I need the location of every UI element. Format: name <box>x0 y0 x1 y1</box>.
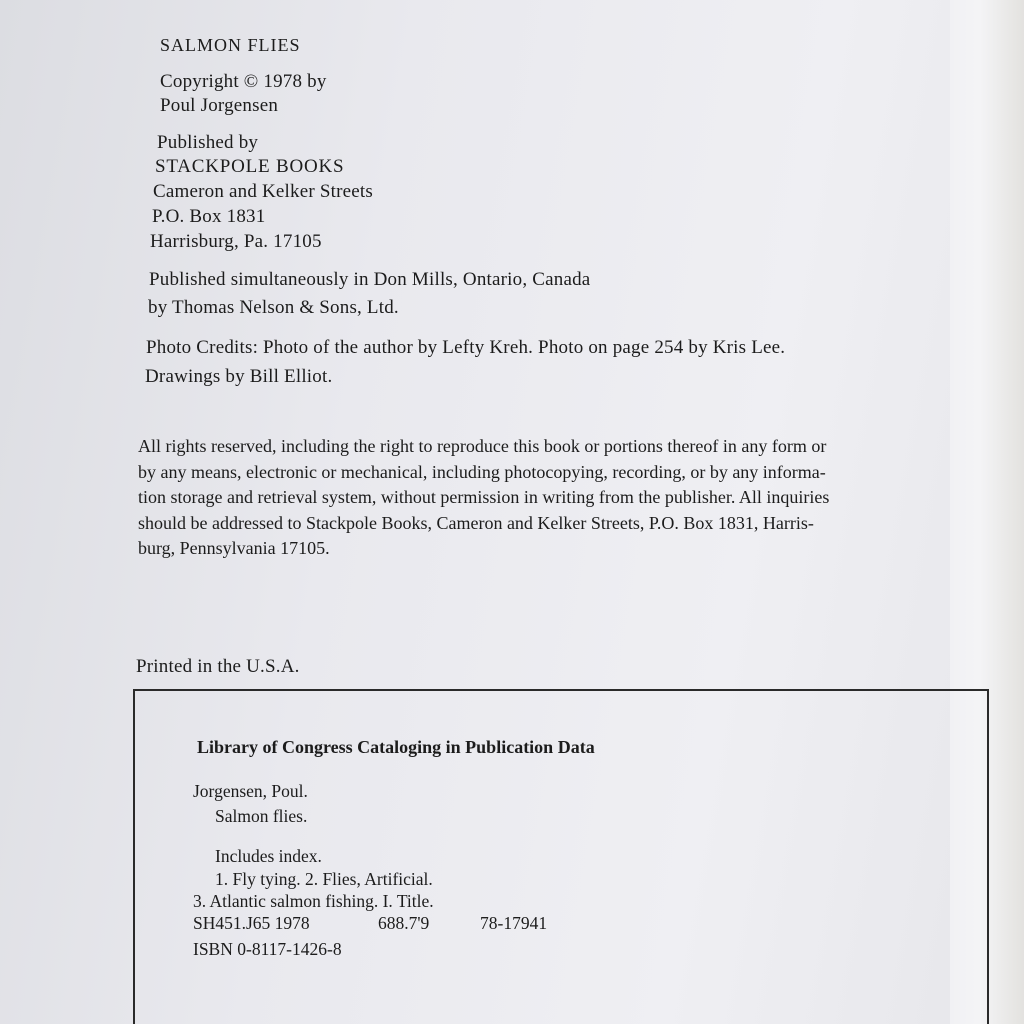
rights-line: tion storage and retrieval system, without permission in writing from the publisher. All inquiries <box>138 487 830 507</box>
cip-data-box <box>133 689 989 1024</box>
publisher-street: Cameron and Kelker Streets <box>153 181 373 202</box>
canada-line-1: Published simultaneously in Don Mills, Ontario, Canada <box>149 269 591 290</box>
copyright-line-2: Poul Jorgensen <box>160 95 279 116</box>
rights-line: should be addressed to Stackpole Books, Cameron and Kelker Streets, P.O. Box 1831, Harris- <box>138 512 814 533</box>
copyright-line-1: Copyright © 1978 by <box>160 71 327 92</box>
cip-note: Includes index. <box>215 846 322 866</box>
canada-line-2: by Thomas Nelson & Sons, Ltd. <box>148 297 399 318</box>
publisher-name: STACKPOLE BOOKS <box>155 156 345 177</box>
cip-title: Salmon flies. <box>215 806 308 826</box>
cip-author: Jorgensen, Poul. <box>193 781 308 801</box>
cip-classification-row <box>193 913 547 934</box>
publisher-city: Harrisburg, Pa. 17105 <box>150 231 322 252</box>
credits-line-2: Drawings by Bill Elliot. <box>145 366 333 387</box>
rights-line: by any means, electronic or mechanical, including photocopying, recording, or by any informa- <box>138 461 826 482</box>
rights-line: burg, Pennsylvania 17105. <box>138 538 330 558</box>
published-by-label: Published by <box>157 132 259 153</box>
cip-isbn: ISBN 0-8117-1426-8 <box>193 939 342 959</box>
publisher-po-box: P.O. Box 1831 <box>152 206 266 227</box>
cip-subjects-1: 1. Fly tying. 2. Flies, Artificial. <box>215 869 433 889</box>
cip-call-number: SH451.J65 1978 <box>193 913 310 933</box>
cip-subjects-2: 3. Atlantic salmon fishing. I. Title. <box>193 891 434 911</box>
rights-paragraph <box>138 434 978 562</box>
rights-line: All rights reserved, including the right to reproduce this book or portions thereof in any form or <box>138 436 827 456</box>
cip-dewey: 688.7'9 <box>378 913 430 933</box>
cip-heading: Library of Congress Cataloging in Publication Data <box>197 737 595 757</box>
cip-lccn: 78-17941 <box>480 913 548 933</box>
book-title: SALMON FLIES <box>160 35 301 55</box>
printed-in: Printed in the U.S.A. <box>136 656 300 677</box>
credits-line-1: Photo Credits: Photo of the author by Lefty Kreh. Photo on page 254 by Kris Lee. <box>146 337 786 358</box>
